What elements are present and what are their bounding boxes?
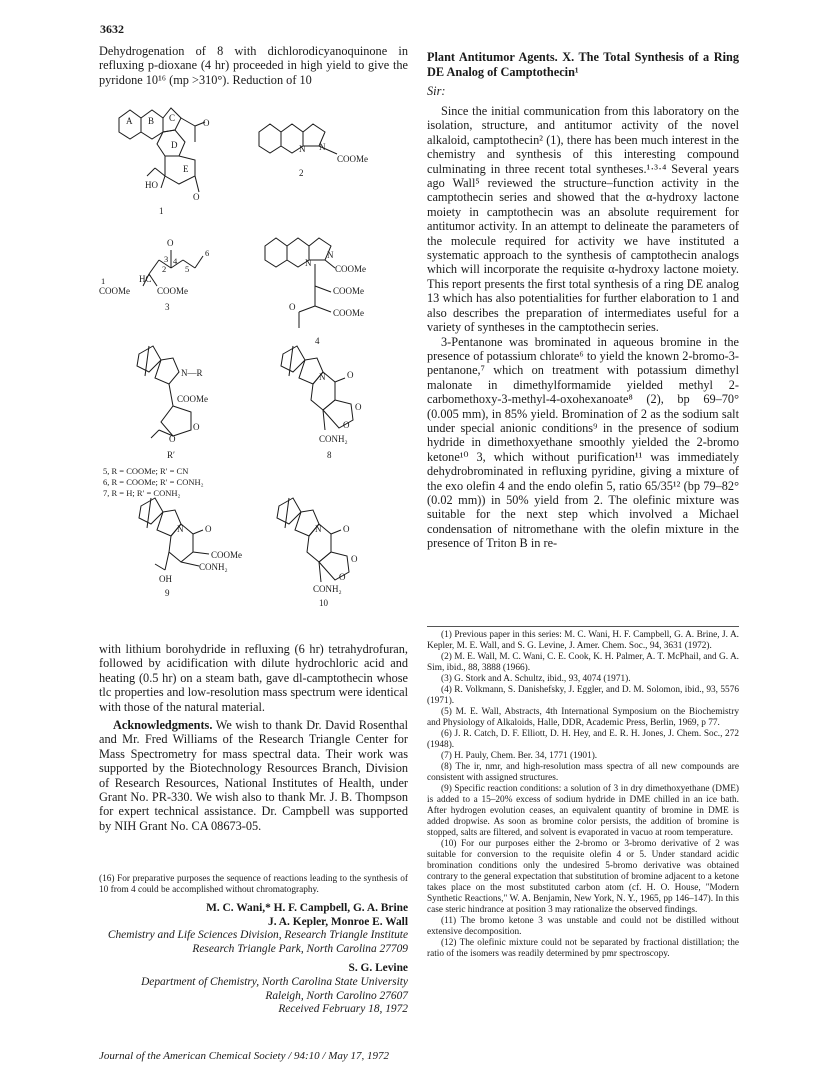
cooMe-label: COOMe bbox=[99, 286, 130, 296]
structure-number-8: 8 bbox=[327, 450, 332, 460]
nitrogen-label: N bbox=[319, 142, 326, 152]
position-label-4: 4 bbox=[173, 256, 178, 266]
left-bottom-paragraph: with lithium borohydride in refluxing (6 hr) tetrahydrofuran, followed by acidification with dilute hydrochloric acid and heating (0.5 hr) on a steam bath, gave dl-camptothecin whose tlc properties and low-resolution mass spectrum were identical with those of the natural material. bbox=[99, 642, 408, 714]
nitrogen-label: N bbox=[177, 524, 184, 534]
author-names-1: M. C. Wani,* H. F. Campbell, G. A. Brine bbox=[206, 902, 408, 914]
position-label-2: 2 bbox=[162, 264, 167, 274]
oxygen-label: O bbox=[203, 118, 210, 128]
ring-label-c: C bbox=[169, 113, 176, 123]
nitrogen-label: N bbox=[299, 144, 306, 154]
cooMe-label: COOMe bbox=[177, 394, 208, 404]
body-paragraph-1: Since the initial communication from this laboratory on the isolation, structure, and antitumor activity of the novel alkaloid, camptothecin² (1), there has been much interest in the chemistry and synthesis of this interesting compound culminating in three recent total syntheses.¹·³·⁴ Several years ago Wall⁵ reviewed the structure–function activity in the camptothecin series and showed that the α-hydroxy lactone moiety in camptothecin was an absolute requirement for antitumor activity. In an attempt to delineate the parameters of the molecule required for activity we have instituted a systematic approach to the synthesis of camptothecin analogs which will incorporate the requisite α-hydroxy lactone moiety. This report presents the first total synthesis of a ring DE analog 13 which has also potentialities for further elaboration to 1 and also describes the preparation of intermediates useful for a variety of syntheses in the camptothecin series. bbox=[427, 104, 739, 335]
structure-4 bbox=[265, 238, 335, 328]
structure-number-9: 9 bbox=[165, 588, 170, 598]
oxygen-label: O bbox=[169, 434, 176, 444]
footnotes bbox=[427, 630, 739, 960]
nitrogen-label: N bbox=[315, 524, 322, 534]
article-title: Plant Antitumor Agents. X. The Total Synthesis of a Ring DE Analog of Camptothecin¹ bbox=[427, 50, 739, 79]
nitrogen-label: N bbox=[327, 250, 334, 260]
oxygen-label: O bbox=[289, 302, 296, 312]
position-label-1: 1 bbox=[101, 276, 106, 286]
structure-number-3: 3 bbox=[165, 302, 170, 312]
structure-8 bbox=[281, 346, 353, 430]
hc-label: HC bbox=[139, 274, 152, 284]
footnote-divider bbox=[427, 626, 739, 627]
author-names-3: S. G. Levine bbox=[348, 962, 408, 975]
author-signatures bbox=[99, 902, 408, 1017]
oxygen-label: O bbox=[205, 524, 212, 534]
cooMe-label: COOMe bbox=[157, 286, 188, 296]
chemical-structures-figure bbox=[99, 96, 419, 636]
footnote-2: (2) M. E. Wall, M. C. Wani, C. E. Cook, K. H. Palmer, A. T. McPhail, and G. A. Sim, ibid., 88, 3888 (1966). bbox=[427, 652, 739, 673]
acknowledgments-text: We wish to thank Dr. David Rosenthal and Mr. Fred Williams of the Research Triangle Center for Mass Spectrometry for mass spectral data. Their work was supported by the Biotechnology Resources Branch, Division of Research Resources, National Institutes of Health, under Grant No. PR-330. We wish also to thank Mr. J. B. Thompson for expert technical assistance. Dr. Campbell was supported by NIH Grant No. CA 08673-05. bbox=[99, 718, 408, 833]
footnote-10: (10) For our purposes either the 2-bromo or 3-bromo derivative of 2 was suitable for conversion to the requisite olefin 4 or 5. Under standard acidic bromination conditions only the undesired 5-bromo derivative was obtained contrary to the general expectation that substitution of bromine adjacent to a ketone takes place on the most substituted carbon atom (cf. H. O. House, "Modern Synthetic Reactions," W. A. Benjamin, New York, N. Y., 1965, pp 146–147). In this case steric hindrance at position 3 may rationalize the observed findings. bbox=[427, 839, 739, 915]
footnote-6: (6) J. R. Catch, D. F. Elliott, D. H. Hey, and E. R. H. Jones, J. Chem. Soc., 272 (1948). bbox=[427, 729, 739, 750]
author-names-2: J. A. Kepler, Monroe E. Wall bbox=[268, 915, 408, 928]
nitrogen-label: N bbox=[305, 258, 312, 268]
oxygen-label: O bbox=[351, 554, 358, 564]
acknowledgments-heading: Acknowledgments. bbox=[113, 718, 213, 732]
oxygen-label: O bbox=[343, 420, 350, 430]
r-definition-6: 6, R = COOMe; R′ = CONH₂ bbox=[103, 477, 204, 487]
ring-label-a: A bbox=[126, 116, 133, 126]
nitrogen-label: N bbox=[319, 372, 326, 382]
footnote-16: (16) For preparative purposes the sequence of reactions leading to the synthesis of 10 from 4 could be accomplished without chromatography. bbox=[99, 874, 408, 895]
ho-label: HO bbox=[145, 180, 158, 190]
oxygen-label: O bbox=[347, 370, 354, 380]
conh2-label: CONH₂ bbox=[319, 434, 348, 444]
position-label-6: 6 bbox=[205, 248, 210, 258]
structure-number-2: 2 bbox=[299, 168, 304, 178]
structure-9 bbox=[139, 498, 209, 570]
footnote-9: (9) Specific reaction conditions: a solution of 3 in dry dimethoxyethane (DME) is added to a 15–20% excess of sodium hydride in DME chilled in an ice bath. After hydrogen evolution ceases, an equivalent quantity of bromine in DME is added dropwise. As soon as bromine color persists, the addition of bromine is stopped, salts are filtered, and solvent is evaporated in vacuo at room temperature. bbox=[427, 784, 739, 838]
affiliation-1: Chemistry and Life Sciences Division, Research Triangle Institute bbox=[107, 929, 408, 942]
r-definition-7: 7, R = H; R′ = CONH₂ bbox=[103, 488, 181, 498]
footnote-1: (1) Previous paper in this series: M. C. Wani, H. F. Campbell, G. A. Brine, J. A. Kepler, M. E. Wall, and S. G. Levine, J. Amer. Chem. Soc., 94, 3631 (1972). bbox=[427, 630, 739, 651]
journal-footer: Journal of the American Chemical Society / 94:10 / May 17, 1972 bbox=[99, 1050, 390, 1062]
left-top-paragraph: Dehydrogenation of 8 with dichlorodicyanoquinone in refluxing p-dioxane (4 hr) proceeded in high yield to give the pyridone 10¹⁶ (mp >310°). Reduction of 10 bbox=[99, 44, 408, 87]
structure-number-1: 1 bbox=[159, 206, 164, 216]
affiliation-3: Department of Chemistry, North Carolina State University bbox=[141, 975, 408, 988]
body-paragraph-2: 3-Pentanone was brominated in aqueous bromine in the presence of potassium chlorate⁶ to yield the known 2-bromo-3-pentanone,⁷ which on treatment with potassium dimethyl malonate in dimethylformamide yielded methyl 2-carbomethoxy-3-methyl-4-oxohexanoate⁸ (2), bp 69–70° (0.005 mm), in 85% yield. Bromination of 2 as the sodium salt under special anionic conditions⁹ in the presence of sodium hydride in dimethoxyethane smoothly yielded the 2-bromo ketone¹⁰ 3, which without purification¹¹ was immediately dehydrobrominated in refluxing pyridine, giving a mixture of the exo olefin 4 and the endo olefin 5, ratio 65/35¹² (bp 79–82° (0.02 mm)) in 50% yield from 2. The olefinic mixture was suitable for the next step which involved a Michael condensation of nitromethane with the olefin mixture in the presence of Triton B in re- bbox=[427, 334, 739, 551]
ring-label-b: B bbox=[148, 116, 155, 126]
oxygen-label: O bbox=[339, 572, 346, 582]
footnote-8: (8) The ir, nmr, and high-resolution mass spectra of all new compounds are consistent with assigned structures. bbox=[427, 762, 739, 783]
position-label-3: 3 bbox=[164, 254, 169, 264]
cooMe-label: COOMe bbox=[335, 264, 366, 274]
acknowledgments-section bbox=[99, 718, 408, 833]
ring-label-d: D bbox=[171, 140, 178, 150]
footnote-12: (12) The olefinic mixture could not be separated by fractional distillation; the ratio of the isomers was readily determined by pmr spectroscopy. bbox=[427, 938, 739, 959]
cooMe-label: COOMe bbox=[337, 154, 368, 164]
received-date: Received February 18, 1972 bbox=[278, 1003, 408, 1016]
footnote-11: (11) The bromo ketone 3 was unstable and could not be distilled without extensive decomposition. bbox=[427, 916, 739, 937]
oxygen-label: O bbox=[355, 402, 362, 412]
affiliation-2: Research Triangle Park, North Carolina 27709 bbox=[192, 942, 408, 955]
r-definition-5: 5, R = COOMe; R′ = CN bbox=[103, 466, 189, 476]
oxygen-label: O bbox=[167, 238, 174, 248]
article-body bbox=[427, 104, 739, 551]
n-r-label: N—R bbox=[181, 368, 203, 378]
oxygen-label: O bbox=[193, 192, 200, 202]
cooMe-label: COOMe bbox=[211, 550, 242, 560]
position-label-5: 5 bbox=[185, 264, 190, 274]
oxygen-label: O bbox=[193, 422, 200, 432]
page-number: 3632 bbox=[100, 22, 124, 36]
ring-label-e: E bbox=[183, 164, 189, 174]
cooMe-label: COOMe bbox=[333, 308, 364, 318]
cooMe-label: COOMe bbox=[333, 286, 364, 296]
affiliation-4: Raleigh, North Carolino 27607 bbox=[265, 989, 408, 1002]
footnote-7: (7) H. Pauly, Chem. Ber. 34, 1771 (1901). bbox=[441, 751, 598, 761]
salutation: Sir: bbox=[427, 84, 446, 98]
structure-10 bbox=[277, 498, 349, 582]
conh2-label: CONH₂ bbox=[199, 562, 228, 572]
r-prime-label: R′ bbox=[167, 450, 175, 460]
footnote-4: (4) R. Volkmann, S. Danishefsky, J. Eggler, and D. M. Solomon, ibid., 93, 5576 (1971). bbox=[427, 685, 739, 706]
footnote-3: (3) G. Stork and A. Schultz, ibid., 93, 4074 (1971). bbox=[441, 674, 631, 684]
footnote-5: (5) M. E. Wall, Abstracts, 4th International Symposium on the Biochemistry and Physiology of Alkaloids, Halle, DDR, Academic Press, Berlin, 1969, p 77. bbox=[427, 707, 739, 728]
structure-number-10: 10 bbox=[319, 598, 328, 608]
conh2-label: CONH₂ bbox=[313, 584, 342, 594]
oh-label: OH bbox=[159, 574, 172, 584]
structure-number-4: 4 bbox=[315, 336, 320, 346]
structure-5-6-7 bbox=[137, 346, 191, 438]
oxygen-label: O bbox=[343, 524, 350, 534]
